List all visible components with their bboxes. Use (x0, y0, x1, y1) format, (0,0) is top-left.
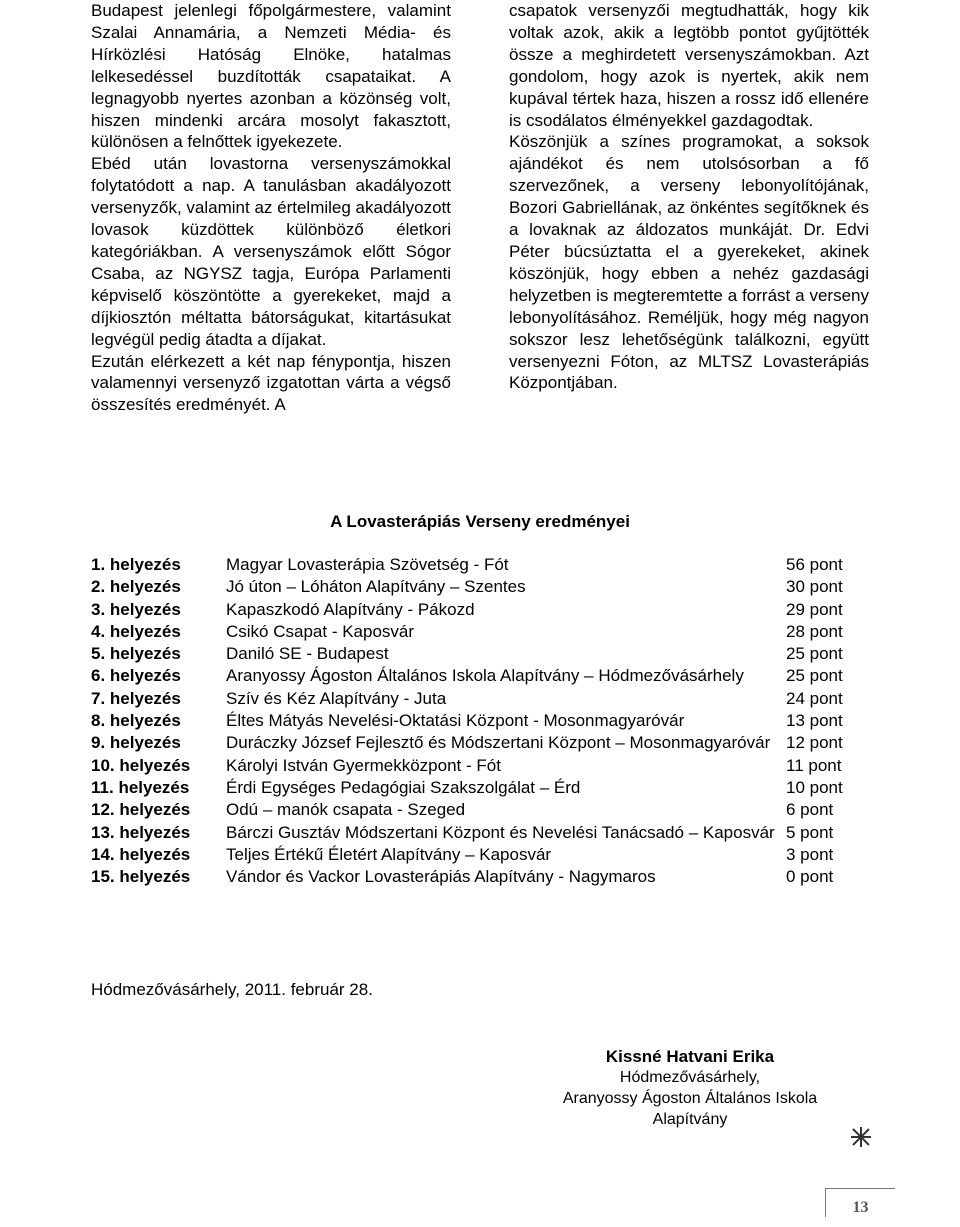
table-row (91, 665, 886, 687)
team-points: 13 pont (786, 711, 843, 731)
team-points: 10 pont (786, 777, 843, 797)
rank-cell (91, 665, 226, 687)
rank-cell (91, 732, 226, 754)
team-name: Vándor és Vackor Lovasterápiás Alapítvány - Nagymaros (226, 867, 656, 887)
ornament-star-icon (850, 1126, 872, 1148)
rank-number: 12. (91, 800, 115, 820)
rank-number: 2. (91, 577, 106, 597)
team-points: 29 pont (786, 599, 843, 619)
article-paragraph: csapatok versenyzői megtudhatták, hogy kik voltak azok, akik a legtöbb pontot gyűjtötték össze a meghirdetett versenyszámokban. Azt gondolom, hogy azok is nyertek, akik nem kupával tértek haza, hiszen a rossz idő ellenére is csodálatos élményekkel gazdagodtak. (509, 1, 869, 130)
signature-org-line1: Aranyossy Ágoston Általános Iskola (562, 1090, 818, 1107)
team-points: 11 pont (786, 755, 842, 775)
team-name: Szív és Kéz Alapítvány - Juta (226, 688, 447, 708)
rank-number: 7. (91, 688, 106, 708)
article-paragraph: Köszönjük a színes programokat, a soksok ajándékot és nem utolsósorban a fő szervezőnek, a verseny lebonyolítójának, Bozori Gabriellának, az önkéntes segítőknek és a lovaknak az áldozatos munkáját. Dr. Edvi Péter búcsúztatta el a gyerekeket, akinek köszönjük, hogy ebben a nehéz gazdasági helyzetben is megteremtette a forrást a verseny lebonyolításához. Reméljük, hogy még nagyon sokszor lesz lehetőségünk találkozni, együtt versenyezni Fóton, az MLTSZ Lovasterápiás Központjában. (509, 132, 869, 393)
rank-label: helyezés (118, 777, 190, 797)
rank-cell (91, 576, 226, 598)
table-row (91, 866, 886, 888)
rank-cell (91, 688, 226, 710)
table-row (91, 755, 886, 777)
team-points: 24 pont (786, 688, 843, 708)
team-name: Éltes Mátyás Nevelési-Oktatási Központ - Mosonmagyaróvár (226, 711, 685, 731)
rank-label: helyezés (109, 621, 181, 641)
rank-number: 15. (91, 867, 115, 887)
signature-city: Hódmezővásárhely, (619, 1069, 761, 1086)
rank-number: 11. (91, 777, 114, 797)
table-row (91, 621, 886, 643)
rank-number: 3. (91, 599, 106, 619)
team-name: Érdi Egységes Pedagógiai Szakszolgálat – Érd (226, 777, 581, 797)
article-paragraph: Ebéd után lovastorna versenyszámokkal folytatódott a nap. A tanulásban akadályozott versenyzők, valamint az értelmileg akadályozott lovasok küzdöttek különböző életkori kategóriákban. A versenyszámok előtt Sógor Csaba, az NGYSZ tagja, Európa Parlamenti képviselő köszöntötte a gyerekeket, majd a díjkiosztón méltatta bátorságukat, kitartásukat legvégül pedig átadta a díjakat. (91, 154, 451, 349)
table-row (91, 576, 886, 598)
results-table (91, 554, 886, 888)
rank-cell (91, 643, 226, 665)
rank-number: 4. (91, 621, 106, 641)
team-points: 5 pont (786, 822, 834, 842)
rank-number: 13. (91, 822, 115, 842)
rank-label: helyezés (109, 666, 181, 686)
rank-cell (91, 599, 226, 621)
rank-cell (91, 822, 226, 844)
team-name: Bárczi Gusztáv Módszertani Központ és Nevelési Tanácsadó – Kaposvár (226, 822, 775, 842)
rank-cell (91, 799, 226, 821)
table-row (91, 710, 886, 732)
team-points: 28 pont (786, 621, 843, 641)
rank-cell (91, 866, 226, 888)
rank-cell (91, 554, 226, 576)
team-points: 0 pont (786, 867, 834, 887)
team-points: 25 pont (786, 644, 843, 664)
rank-label: helyezés (109, 644, 181, 664)
rank-cell (91, 621, 226, 643)
rank-label: helyezés (119, 800, 191, 820)
team-name: Daniló SE - Budapest (226, 644, 389, 664)
team-name: Magyar Lovasterápia Szövetség - Fót (226, 555, 509, 574)
table-row (91, 777, 886, 799)
team-name: Kapaszkodó Alapítvány - Pákozd (226, 599, 475, 619)
table-row (91, 822, 886, 844)
rank-label: helyezés (109, 577, 181, 597)
place-date: Hódmezővásárhely, 2011. február 28. (91, 980, 373, 999)
rank-cell (91, 777, 226, 799)
signature-name: Kissné Hatvani Erika (605, 1047, 775, 1066)
rank-number: 14. (91, 844, 115, 864)
rank-label: helyezés (119, 844, 191, 864)
rank-number: 5. (91, 644, 106, 664)
article-paragraph: Budapest jelenlegi főpolgármestere, valamint Szalai Annamária, a Nemzeti Média- és Hírközlési Hatóság Elnöke, hatalmas lelkesedéssel buzdították csapataikat. A legnagyobb nyertes azonban a közönség volt, hiszen mindenki arcára mosolyt fakasztott, különösen a felnőttek igyekezete. (91, 1, 451, 152)
team-name: Aranyossy Ágoston Általános Iskola Alapítvány – Hódmezővásárhely (226, 666, 744, 686)
team-name: Csikó Csapat - Kaposvár (226, 621, 415, 641)
team-points: 3 pont (786, 844, 834, 864)
team-points: 25 pont (786, 666, 843, 686)
team-points: 6 pont (786, 800, 834, 820)
rank-cell (91, 755, 226, 777)
article-left-column (91, 0, 451, 416)
rank-number: 6. (91, 666, 106, 686)
table-row (91, 799, 886, 821)
rank-label: helyezés (119, 867, 191, 887)
rank-label: helyezés (109, 599, 181, 619)
signature-org-line2: Alapítvány (652, 1111, 728, 1128)
rank-label: helyezés (109, 733, 181, 753)
rank-cell (91, 710, 226, 732)
team-points: 56 pont (786, 555, 843, 574)
rank-number: 8. (91, 711, 106, 731)
rank-number: 10. (91, 755, 115, 775)
table-row (91, 688, 886, 710)
results-title: A Lovasterápiás Verseny eredményei (330, 512, 630, 531)
table-row (91, 643, 886, 665)
table-row (91, 732, 886, 754)
team-name: Károlyi István Gyermekközpont - Fót (226, 755, 501, 775)
results-table-body (91, 554, 886, 888)
team-name: Jó úton – Lóháton Alapítvány – Szentes (226, 577, 526, 597)
ornament-star-icon-svg (850, 1126, 872, 1148)
article-right-column (509, 0, 869, 394)
team-name: Odú – manók csapata - Szeged (226, 800, 466, 820)
article-paragraph: Ezután elérkezett a két nap fénypontja, hiszen valamennyi versenyző izgatottan várta a végső összesítés eredményét. A (91, 351, 451, 415)
rank-label: helyezés (109, 711, 181, 731)
team-points: 30 pont (786, 577, 843, 597)
rank-label: helyezés (109, 688, 181, 708)
rank-number: 9. (91, 733, 106, 753)
signature-block (520, 1046, 860, 1130)
rank-cell (91, 844, 226, 866)
table-row (91, 844, 886, 866)
table-row (91, 599, 886, 621)
rank-number: 1. (91, 555, 106, 574)
team-name: Teljes Értékű Életért Alapítvány – Kaposvár (226, 844, 552, 864)
team-points: 12 pont (786, 733, 843, 753)
rank-label: helyezés (109, 555, 181, 574)
table-row (91, 554, 886, 576)
rank-label: helyezés (119, 822, 191, 842)
page-number: 13 (825, 1188, 895, 1217)
team-name: Duráczky József Fejlesztő és Módszertani Központ – Mosonmagyaróvár (226, 733, 771, 753)
rank-label: helyezés (119, 755, 191, 775)
